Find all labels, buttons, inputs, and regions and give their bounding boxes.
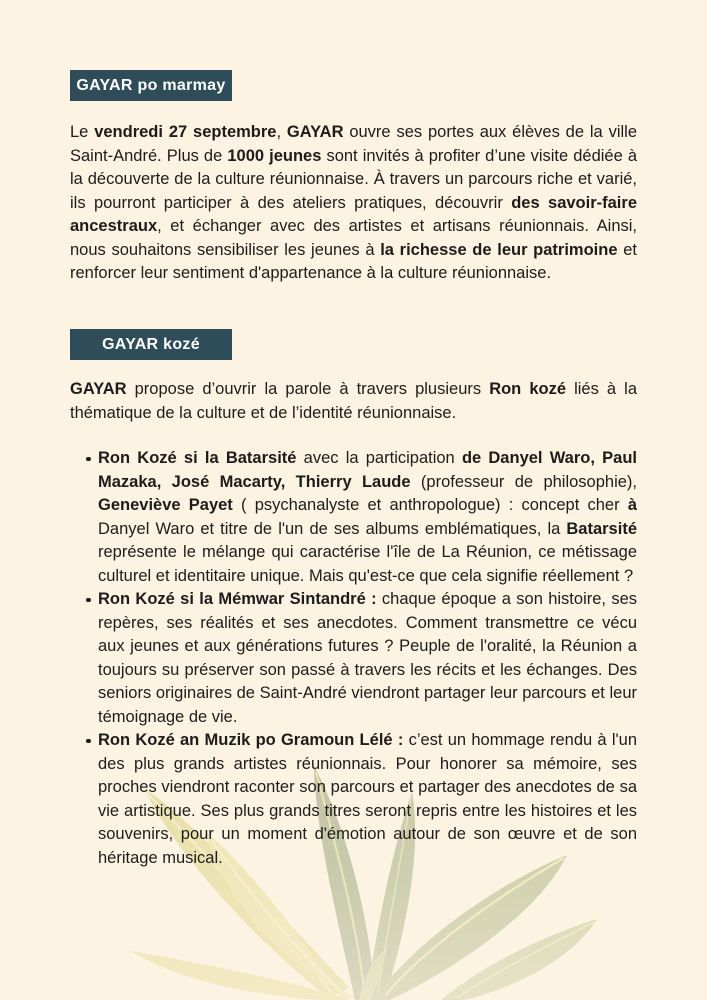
- list-item-ron-koze-batarsite: Ron Kozé si la Batarsité avec la participation de Danyel Waro, Paul Mazaka, José Macarty, Thierry Laude (professeur de philosophie), Geneviève Payet ( psychanalyste et anthropologue) : concept cher à Danyel Waro et titre de l'un de ses albums emblématiques, la Batarsité représente le mélange qui caractérise l'île de La Réunion, ce métissage culturel et identitaire unique. Mais qu'est-ce que cela signifie réellement ?: [98, 447, 637, 588]
- paragraph-gayar-po-marmay: Le vendredi 27 septembre, GAYAR ouvre ses portes aux élèves de la ville Saint-André. Plus de 1000 jeunes sont invités à profiter d’une visite dédiée à la découverte de la culture réunionnaise. À travers un parcours riche et varié, ils pourront participer à des ateliers pratiques, découvrir des savoir-faire ancestraux, et échanger avec des artistes et artisans réunionnais. Ainsi, nous souhaitons sensibiliser les jeunes à la richesse de leur patrimoine et renforcer leur sentiment d'appartenance à la culture réunionnaise.: [70, 123, 638, 282]
- list-item-ron-koze-memwar-sintandre: Ron Kozé si la Mémwar Sintandré : chaque époque a son histoire, ses repères, ses réalités et ses anecdotes. Comment transmettre ce vécu aux jeunes et aux générations futures ? Peuple de l'oralité, la Réunion a toujours su préserver son passé à travers les récits et les échanges. Des seniors originaires de Saint-André viendront partager leur parcours et leur témoignage de vie.: [98, 588, 637, 729]
- list-item-ron-koze-gramoun-lele: Ron Kozé an Muzik po Gramoun Lélé : c’est un hommage rendu à l'un des plus grands artistes réunionnais. Pour honorer sa mémoire, ses proches viendront raconter son parcours et partager des anecdotes de sa vie artistique. Ses plus grands titres seront repris entre les histoires et les souvenirs, pour un moment d'émotion autour de son œuvre et de son héritage musical.: [98, 729, 637, 870]
- badge-label: GAYAR kozé: [102, 335, 200, 353]
- paragraph-gayar-koze-intro: GAYAR propose d’ouvrir la parole à travers plusieurs Ron kozé liés à la thématique de la culture et de l’identité réunionnaise.: [70, 380, 637, 422]
- badge-label: GAYAR po marmay: [76, 76, 226, 94]
- section-badge-gayar-koze: [70, 329, 232, 360]
- ron-koze-list: [70, 447, 637, 870]
- section-badge-gayar-po-marmay: [70, 70, 232, 101]
